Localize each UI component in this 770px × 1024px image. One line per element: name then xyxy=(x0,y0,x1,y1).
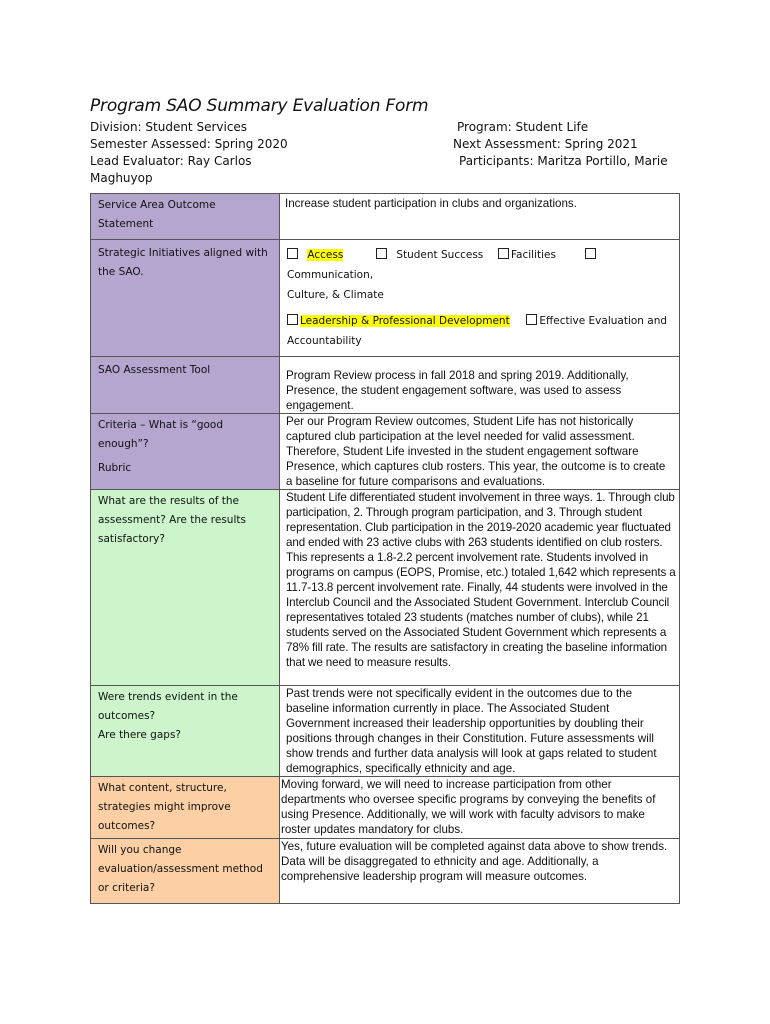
table-row xyxy=(91,490,680,686)
criteria-value: Per our Program Review outcomes, Student Life has not historically captured club participation at the level needed for valid assessment. Therefore, Student Life invested in the student engagement software Presence, which captures club rosters. This year, the outcome is to create a baseline for future comparisons and evaluations. xyxy=(280,414,680,490)
table-row xyxy=(91,194,680,240)
facilities-label: Facilities xyxy=(510,249,556,261)
table-row xyxy=(91,777,680,839)
results-label: What are the results of the assessment? Are the results satisfactory? xyxy=(91,490,280,686)
leadership-label: Leadership & Professional Development xyxy=(300,315,510,327)
header-left xyxy=(90,119,290,187)
leadership-checkbox[interactable] xyxy=(287,314,298,325)
effective-evaluation-checkbox[interactable] xyxy=(526,314,537,325)
improve-value: Moving forward, we will need to increase participation from other departments who oversee specific programs by conveying the benefits of using Presence. Additionally, we will work with faculty advisors to make roster updates mandatory for clubs. xyxy=(280,777,680,839)
evaluator-field: Lead Evaluator: Ray Carlos Maghuyop xyxy=(90,154,252,185)
trends-value: Past trends were not specifically evident in the outcomes due to the baseline information currently in place. The Associated Student Government increased their leadership opportunities by doubling their positions through changes in their Constitution. Future assessments will show trends and further data analysis will look at gaps related to student demographics, specifically ethnicity and age. xyxy=(280,686,680,777)
rubric-label: Rubric xyxy=(98,462,132,474)
table-row xyxy=(91,839,680,904)
access-label: Access xyxy=(307,249,344,261)
criteria-label: Criteria – What is “good enough”? xyxy=(98,419,224,450)
effective-evaluation-label: Effective Evaluation and xyxy=(539,315,668,327)
semester-field: Semester Assessed: Spring 2020 xyxy=(90,137,288,151)
communication-checkbox[interactable] xyxy=(585,248,596,259)
initiatives-label: Strategic Initiatives aligned with the SAO. xyxy=(91,240,280,357)
evaluation-table xyxy=(90,193,680,904)
initiatives-row-1 xyxy=(287,245,672,285)
table-row xyxy=(91,414,680,490)
change-label: Will you change evaluation/assessment method or criteria? xyxy=(91,839,280,904)
tool-value: Program Review process in fall 2018 and spring 2019. Additionally, Presence, the student engagement software, was used to assess engagement. xyxy=(280,357,680,414)
trends-label-cell xyxy=(91,686,280,777)
division-field: Division: Student Services xyxy=(90,120,248,134)
tool-label: SAO Assessment Tool xyxy=(91,357,280,414)
results-value: Student Life differentiated student involvement in three ways. 1. Through club participation, 2. Through program participation, and 3. Through student representation. Club participation in the 2019-2020 academic year fluctuated and ended with 23 active clubs with 263 students identified on club rosters. This represents a 1.8-2.2 percent involvement rate. Students involved in programs on campus (EOPS, Promise, etc.) totaled 1,642 which represents a 11.7-13.8 percent involvement rate. Finally, 44 students were involved in the Interclub Council and the Associated Student Government. Interclub Council representatives totaled 23 students (matches number of clubs), while 21 students served on the Associated Student Government which represents a 78% fill rate. The results are satisfactory in creating the baseline information that we need to measure results. xyxy=(280,490,680,686)
culture-label: Culture, & Climate xyxy=(287,289,384,301)
student-success-label: Student Success xyxy=(396,249,484,261)
facilities-checkbox[interactable] xyxy=(498,248,509,259)
table-row xyxy=(91,686,680,777)
table-row xyxy=(91,357,680,414)
outcome-label: Service Area Outcome Statement xyxy=(91,194,280,240)
form-title: Program SAO Summary Evaluation Form xyxy=(90,96,429,116)
change-value: Yes, future evaluation will be completed against data above to show trends. Data will be disaggregated to ethnicity and age. Additionally, a comprehensive leadership program will measure outcomes. xyxy=(280,839,680,904)
table-row xyxy=(91,240,680,357)
initiatives-row-2 xyxy=(287,311,672,331)
initiatives-value xyxy=(280,240,680,357)
gaps-label: Are there gaps? xyxy=(98,729,181,741)
access-checkbox[interactable] xyxy=(287,248,298,259)
improve-label: What content, structure, strategies might improve outcomes? xyxy=(91,777,280,839)
trends-label: Were trends evident in the outcomes? xyxy=(98,691,238,722)
criteria-label-cell xyxy=(91,414,280,490)
program-field: Program: Student Life xyxy=(457,120,589,134)
accountability-label: Accountability xyxy=(287,335,362,347)
next-assessment-field: Next Assessment: Spring 2021 xyxy=(453,137,638,151)
header-right xyxy=(453,119,668,170)
student-success-checkbox[interactable] xyxy=(376,248,387,259)
participants-field: Participants: Maritza Portillo, Marie xyxy=(459,154,668,168)
outcome-value: Increase student participation in clubs and organizations. xyxy=(280,194,680,240)
communication-label: Communication, xyxy=(287,269,374,281)
